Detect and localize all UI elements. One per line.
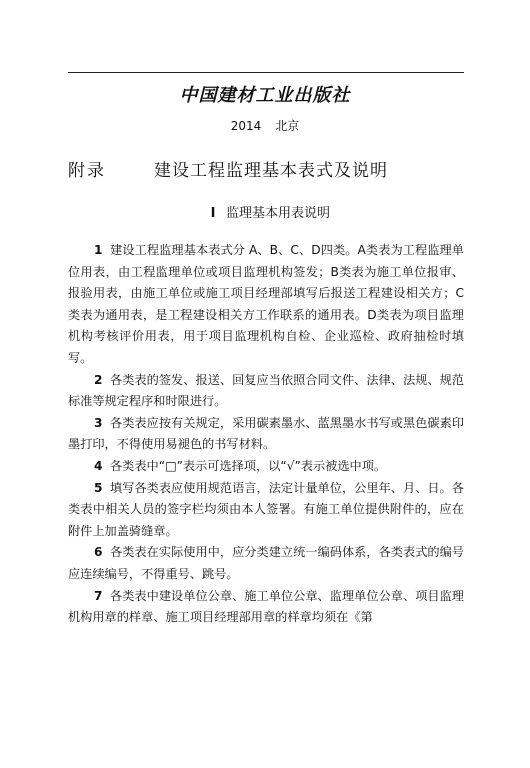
paragraph-text: 各类表应按有关规定，采用碳素墨水、蓝黑墨水书写或黑色碳素印墨打印，不得使用易褪色的书写材料。 (68, 415, 464, 452)
paragraph (68, 478, 464, 543)
appendix-heading (68, 158, 388, 184)
section-heading (0, 204, 530, 224)
paragraph-text: 各类表在实际使用中，应分类建立统一编码体系，各类表式的编号应连续编号，不得重号、跳号。 (68, 545, 464, 581)
top-rule (68, 72, 464, 73)
paragraph (68, 542, 464, 585)
paragraph-text: 填写各类表应使用规范语言，法定计量单位，公里年、月、日。各类表中相关人员的签字栏均须由本人签署。有施工单位提供附件的，应在附件上加盖骑缝章。 (68, 480, 464, 538)
paragraph-number: 2 (94, 372, 103, 387)
paragraph-text: 各类表中“□”表示可选择项，以“√”表示被选中项。 (110, 458, 387, 473)
paragraph-number: 7 (94, 588, 103, 603)
paragraph (68, 586, 464, 629)
appendix-title: 建设工程监理基本表式及说明 (154, 161, 388, 181)
paragraph-text: 建设工程监理基本表式分 A、B、C、D四类。A类表为工程监理单位用表，由工程监理单位或项目监理机构签发；B类表为施工单位报审、报验用表，由施工单位或施工项目经理部填写后报送工程建设相关方；C类表为通用表，是工程建设相关方工作联系的通用表。D类表为项目监理机构考核评价用表，用于项目监理机构自检、企业巡检、政府抽检时填写。 (68, 243, 464, 365)
paragraph (68, 240, 464, 370)
section-number: I (210, 206, 216, 221)
paragraph-text: 各类表的签发、报送、回复应当依照合同文件、法律、法规、规范标准等规定程序和时限进行。 (68, 372, 464, 409)
paragraph (68, 456, 464, 478)
publication-info (0, 117, 530, 135)
section-title: 监理基本用表说明 (225, 206, 330, 221)
paragraph-text: 各类表中建设单位公章、施工单位公章、监理单位公章、项目监理机构用章的样章、施工项目经理部用章的样章均须在《第 (68, 588, 464, 625)
appendix-label: 附录 (68, 161, 106, 181)
publisher-name: 中国建材工业出版社 (179, 85, 351, 106)
publication-year: 2014 (230, 119, 262, 133)
paragraph (68, 370, 464, 413)
paragraph-number: 5 (94, 480, 103, 495)
paragraph-number: 6 (94, 545, 103, 560)
paragraph-number: 1 (94, 243, 103, 257)
paragraph (68, 413, 464, 456)
paragraph-number: 3 (94, 415, 103, 430)
body-text (68, 240, 464, 629)
publication-city: 北京 (275, 119, 300, 133)
paragraph-number: 4 (94, 458, 103, 473)
